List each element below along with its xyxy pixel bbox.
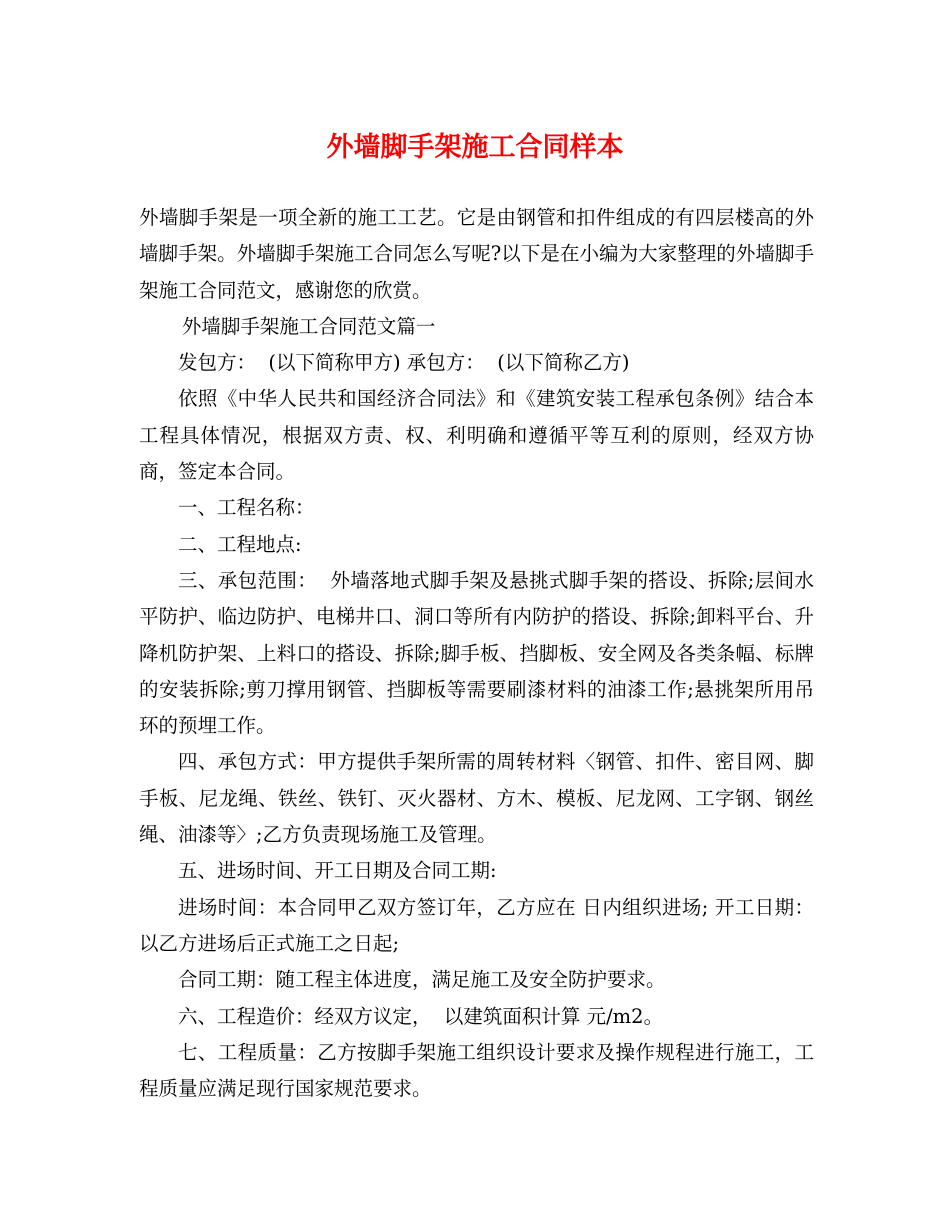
document-title: 外墙脚手架施工合同样本 [326, 132, 624, 163]
clause-project-name: 一、工程名称： [178, 496, 315, 520]
intro-paragraph: 外墙脚手架是一项全新的施工工艺。它是由钢管和扣件组成的有四层楼高的外墙脚手架。外墙脚手架施工合同怎么写呢?以下是在小编为大家整理的外墙脚手架施工合同范文，感谢您的欣赏。 [139, 206, 814, 302]
clause-schedule: 五、进场时间、开工日期及合同工期: [178, 859, 497, 883]
basis-paragraph: 依照《中华人民共和国经济合同法》和《建筑安装工程承包条例》结合本工程具体情况，根据双方责、权、利明确和遵循平等互利的原则，经双方协商，签定本合同。 [139, 387, 814, 484]
clause-schedule-period: 合同工期：随工程主体进度，满足施工及安全防护要求。 [178, 968, 666, 992]
clause-schedule-entry: 进场时间：本合同甲乙双方签订年，乙方应在 日内组织进场; 开工日期：以乙方进场后正式施工之日起; [139, 895, 814, 955]
parties-paragraph: 发包方： (以下简称甲方) 承包方： (以下简称乙方) [178, 351, 630, 375]
clause-contract-scope: 三、承包范围： 外墙落地式脚手架及悬挑式脚手架的搭设、拆除;层间水平防护、临边防护、电梯井口、洞口等所有内防护的搭设、拆除;卸料平台、升降机防护架、上料口的搭设、拆除;脚手板、挡脚板、安全网及各类条幅、标牌的安装拆除;剪刀撑用钢管、挡脚板等需要刷漆材料的油漆工作;悬挑架所用吊环的预埋工作。 [139, 568, 814, 738]
clause-project-quality: 七、工程质量：乙方按脚手架施工组织设计要求及操作规程进行施工，工程质量应满足现行国家规范要求。 [139, 1040, 814, 1101]
clause-project-cost: 六、工程造价：经双方议定， 以建筑面积计算 元/m2。 [178, 1004, 664, 1028]
clause-contract-method: 四、承包方式：甲方提供手架所需的周转材料〈钢管、扣件、密目网、脚手板、尼龙绳、铁丝、铁钉、灭火器材、方木、模板、尼龙网、工字钢、钢丝绳、油漆等〉;乙方负责现场施工及管理。 [139, 750, 814, 847]
section-heading: 外墙脚手架施工合同范文篇一 [181, 314, 436, 338]
clause-project-location: 二、工程地点: [178, 532, 302, 556]
document-body [139, 200, 814, 1107]
